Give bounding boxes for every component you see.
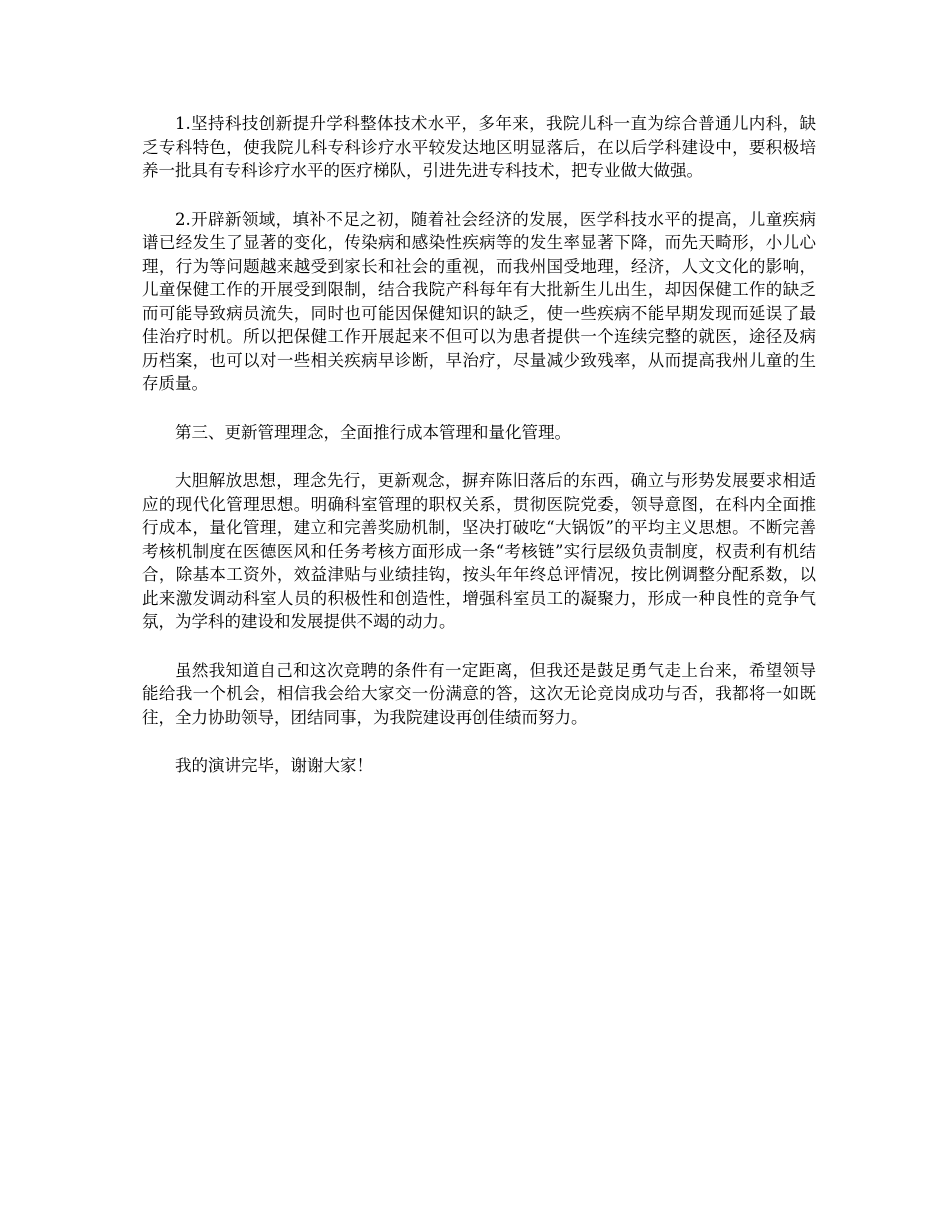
paragraph-section-three-heading: 第三、更新管理理念，全面推行成本管理和量化管理。 [175, 422, 571, 442]
paragraph-management-reform: 大胆解放思想，理念先行，更新观念，摒弃陈旧落后的东西，确立与形势发展要求相适应的现代化管理思想。明确科室管理的职权关系，贯彻医院党委，领导意图，在科内全面推行成本，量化管理，建立和完善奖励机制，坚决打破吃“大锅饭”的平均主义思想。不断完善考核机制度在医德医风和任务考核方面形成一条“考核链”实行层级负责制度，权责利有机结合，除基本工资外，效益津贴与业绩挂钩，按头年年终总评情况，按比例调整分配系数，以此来激发调动科室人员的积极性和创造性，增强科室员工的凝聚力，形成一种良性的竞争气氛，为学科的建设和发展提供不竭的动力。 [142, 471, 816, 631]
paragraph-child-health-care: 2.开辟新领域，填补不足之初，随着社会经济的发展，医学科技水平的提高，儿童疾病谱已经发生了显著的变化，传染病和感染性疾病等的发生率显著下降，而先天畸形，小儿心理，行为等问题越来越受到家长和社会的重视，而我州国受地理，经济，人文文化的影响，儿童保健工作的开展受到限制，结合我院产科每年有大批新生儿出生，却因保健工作的缺乏而可能导致病员流失，同时也可能因保健知识的缺乏，使一些疾病不能早期发现而延误了最佳治疗时机。所以把保健工作开展起来不但可以为患者提供一个连续完整的就医，途径及病历档案，也可以对一些相关疾病早诊断，早治疗，尽量减少致残率，从而提高我州儿童的生存质量。 [142, 209, 816, 393]
paragraph-pediatric-specialty: 1.坚持科技创新提升学科整体技术水平，多年来，我院儿科一直为综合普通儿内科，缺乏专科特色，使我院儿科专科诊疗水平较发达地区明显落后，在以后学科建设中，要积极培养一批具有专科诊疗水平的医疗梯队，引进先进专科技术，把专业做大做强。 [142, 114, 816, 180]
paragraph-closing: 我的演讲完毕，谢谢大家！ [175, 756, 373, 775]
paragraph-candidacy-statement: 虽然我知道自己和这次竞聘的条件有一定距离，但我还是鼓足勇气走上台来，希望领导能给我一个机会，相信我会给大家交一份满意的答，这次无论竞岗成功与否，我都将一如既往，全力协助领导，团结同事，为我院建设再创佳绩而努力。 [142, 660, 816, 727]
